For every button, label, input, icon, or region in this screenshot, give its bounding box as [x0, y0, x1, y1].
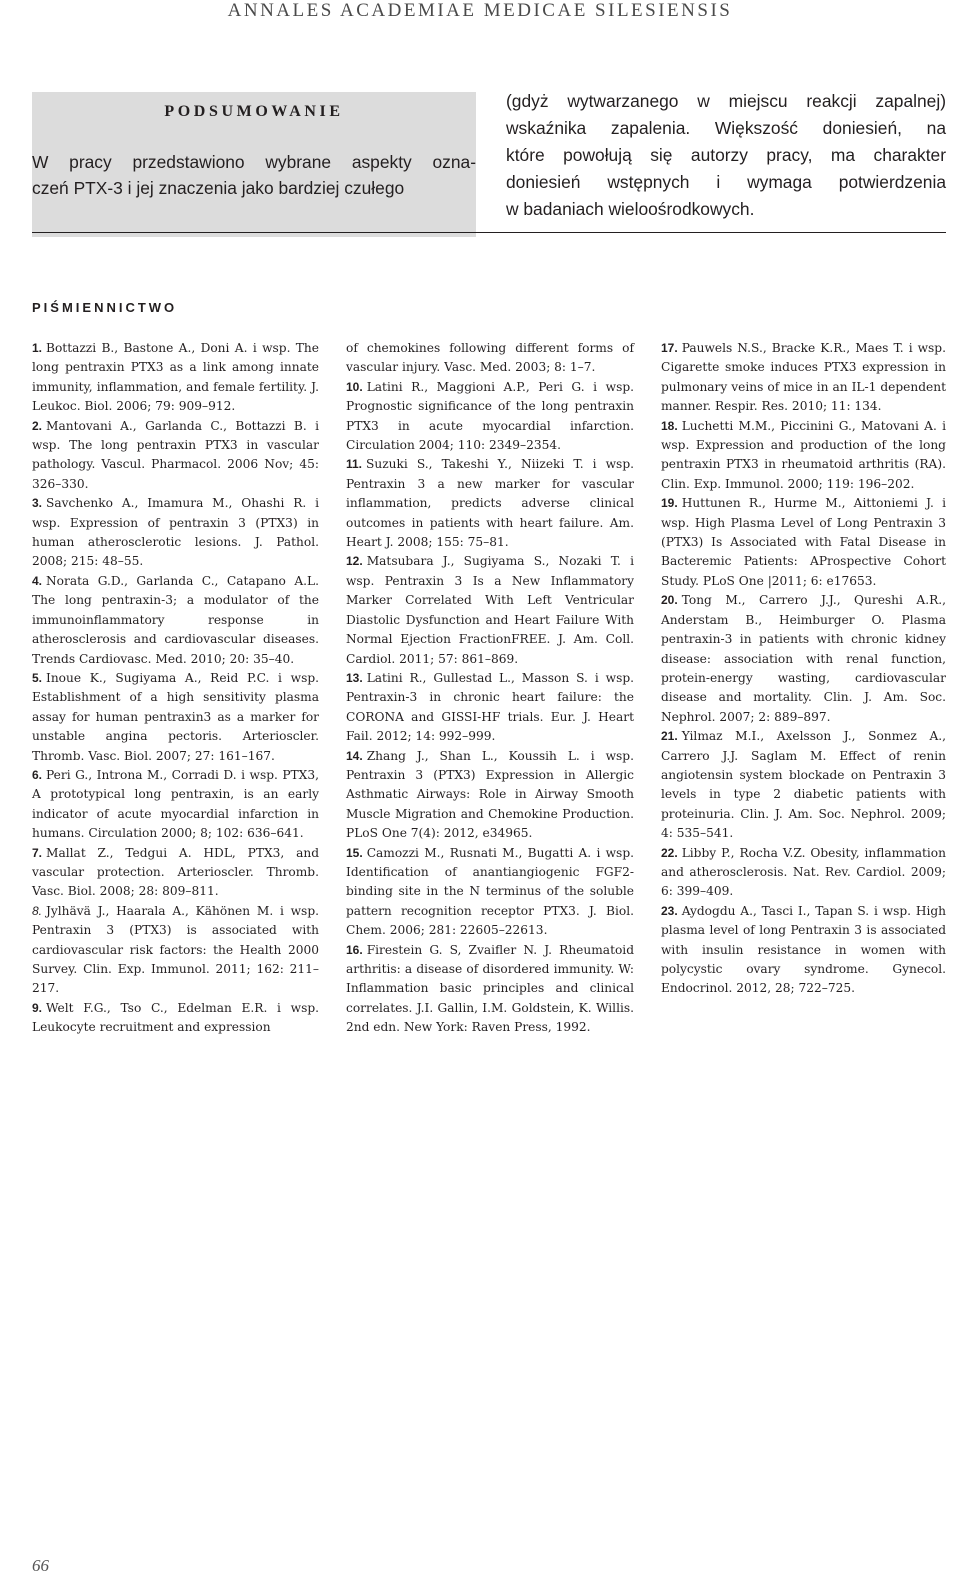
- reference-number: 21.: [661, 729, 678, 744]
- summary-box: [32, 92, 476, 237]
- reference-number: 20.: [661, 593, 678, 608]
- reference-entry: [661, 727, 946, 843]
- reference-number: 16.: [346, 942, 363, 957]
- reference-text: Aydogdu A., Tasci I., Tapan S. i wsp. High plasma level of long Pentraxin 3 is associated with insulin resistance in women with polycystic ovary syndrome. Gynecol. Endocrinol. 2012, 28; 722–725.: [661, 903, 946, 996]
- reference-number: 5.: [32, 670, 43, 685]
- section-divider: [32, 232, 946, 233]
- reference-entry: [661, 591, 946, 727]
- reference-text: Matsubara J., Sugiyama S., Nozaki T. i wsp. Pentraxin 3 Is a New Inflammatory Marker Correlated With Left Ventricular Diastolic Dysfunction and Heart Failure With Normal Ejection FractionFREE. J. Am. Coll. Cardiol. 2011; 57: 861–869.: [346, 554, 634, 666]
- references-column-3: [661, 339, 946, 999]
- references-column-2: [346, 339, 634, 1038]
- reference-number: 19.: [661, 496, 678, 511]
- reference-text: Savchenko A., Imamura M., Ohashi R. i wsp. Expression of pentraxin 3 (PTX3) in human atherosclerotic lesions. J. Pathol. 2008; 215: 48–55.: [32, 496, 319, 569]
- running-head: ANNALES ACADEMIAE MEDICAE SILESIENSIS: [227, 0, 733, 21]
- summary-left-text: [32, 149, 476, 201]
- reference-entry: [661, 902, 946, 999]
- summary-right-line: wskaźnika zapalenia. Większość doniesień, na: [506, 118, 946, 138]
- reference-entry: [661, 417, 946, 495]
- reference-text: Libby P., Rocha V.Z. Obesity, inflammation and atherosclerosis. Nat. Rev. Cardiol. 2009; 6: 399–409.: [661, 845, 946, 899]
- reference-text: Latini R., Maggioni A.P., Peri G. i wsp. Prognostic significance of the long pentraxin PTX3 in acute myocardial infarction. Circulation 2004; 110: 2349–2354.: [346, 379, 634, 453]
- summary-right-line: doniesień wstępnych i wymaga potwierdzenia: [506, 172, 946, 192]
- reference-text: of chemokines following different forms of vascular injury. Vasc. Med. 2003; 8: 1–7.: [346, 341, 634, 375]
- reference-text: Suzuki S., Takeshi Y., Niizeki T. i wsp. Pentraxin 3 a new marker for vascular inflammation, predicts adverse clinical outcomes in patients with heart failure. Am. Heart J. 2008; 155: 75–81.: [346, 457, 634, 550]
- reference-text: Norata G.D., Garlanda C., Catapano A.L. The long pentraxin-3; a modulator of the immunoinflammatory response in atherosclerosis and cardiovascular diseases. Trends Cardiovasc. Med. 2010; 20: 35–40.: [32, 573, 319, 666]
- reference-text: Firestein G. S, Zvaifler N. J. Rheumatoid arthritis: a disease of disordered immunity. W: Inflammation basic principles and clinical correlates. J.I. Gallin, I.M. Goldstein, K. Willis. 2nd edn. New York: Raven Press, 1992.: [346, 942, 634, 1035]
- reference-entry: [346, 844, 634, 941]
- reference-number: 10.: [346, 379, 363, 394]
- summary-left-line: czeń PTX-3 i jej znaczenia jako bardziej czułego: [32, 178, 405, 198]
- reference-entry: [661, 494, 946, 591]
- reference-number: 2.: [32, 418, 43, 433]
- reference-entry: [32, 669, 319, 766]
- reference-number: 11.: [346, 457, 363, 472]
- reference-number: 7.: [32, 845, 43, 860]
- reference-text: Zhang J., Shan L., Koussih L. i wsp. Pentraxin 3 (PTX3) Expression in Allergic Asthmatic Airways: Role in Airway Smooth Muscle Migration and Chemokine Production. PLoS One 7(4): 2012, e34965.: [346, 748, 634, 841]
- reference-text: Yilmaz M.I., Axelsson J., Sonmez A., Carrero J.J. Saglam M. Effect of renin angiotensin system blockade on Pentraxin 3 levels in type 2 diabetic patients with proteinuria. Clin. J. Am. Soc. Nephrol. 2009; 4: 535–541.: [661, 729, 946, 841]
- reference-entry: [32, 766, 319, 844]
- reference-entry: [661, 844, 946, 902]
- reference-entry: [32, 494, 319, 572]
- reference-number: 13.: [346, 670, 363, 685]
- reference-number: 12.: [346, 554, 363, 569]
- references-heading: PIŚMIENNICTWO: [32, 300, 178, 315]
- summary-right-line: które powołują się autorzy pracy, ma charakter: [506, 145, 946, 165]
- reference-entry: [346, 552, 634, 668]
- reference-number: 14.: [346, 748, 363, 763]
- reference-entry: [32, 417, 319, 495]
- reference-entry: [661, 339, 946, 417]
- page-number: 66: [32, 1556, 49, 1575]
- summary-right-line: w badaniach wieloośrodkowych.: [506, 199, 755, 219]
- reference-text: Peri G., Introna M., Corradi D. i wsp. PTX3, A prototypical long pentraxin, is an early indicator of acute myocardial infarction in humans. Circulation 2000; 8; 102: 636–641.: [32, 767, 319, 841]
- reference-text: Mallat Z., Tedgui A. HDL, PTX3, and vascular protection. Arterioscler. Thromb. Vasc. Biol. 2008; 28: 809–811.: [32, 845, 319, 899]
- reference-text: Camozzi M., Rusnati M., Bugatti A. i wsp. Identification of anantiangiogenic FGF2-binding site in the N terminus of the soluble pattern recognition receptor PTX3. J. Biol. Chem. 2006; 281: 22605–22613.: [346, 845, 634, 938]
- reference-text: Tong M., Carrero J.J., Qureshi A.R., Anderstam B., Heimburger O. Plasma pentraxin-3 in patients with chronic kidney disease: association with renal function, protein-energy wasting, cardiovascular disease and mortality. Clin. J. Am. Soc. Nephrol. 2007; 2: 889–897.: [661, 593, 946, 724]
- reference-text: Huttunen R., Hurme M., Aittoniemi J. i wsp. High Plasma Level of Long Pentraxin 3 (PTX3) Is Associated with Fatal Disease in Bacteremic Patients: AProspective Cohort Study. PLoS One |2011; 6: e17653.: [661, 496, 946, 588]
- reference-entry: [32, 902, 319, 999]
- reference-text: Pauwels N.S., Bracke K.R., Maes T. i wsp. Cigarette smoke induces PTX3 expression in pulmonary veins of mice in an IL-1 dependent manner. Respir. Res. 2010; 11: 134.: [661, 341, 946, 414]
- reference-text: Luchetti M.M., Piccinini G., Matovani A. i wsp. Expression and production of the long pentraxin PTX3 in rheumatoid arthritis (RA). Clin. Exp. Immunol. 2000; 119: 196–202.: [661, 418, 946, 491]
- reference-entry: [346, 941, 634, 1038]
- reference-entry: [346, 669, 634, 747]
- reference-number: 9.: [32, 1000, 43, 1015]
- reference-entry: [346, 455, 634, 552]
- reference-number: 15.: [346, 845, 363, 860]
- reference-number: 1.: [32, 341, 43, 355]
- reference-number: 22.: [661, 845, 678, 860]
- reference-text: Bottazzi B., Bastone A., Doni A. i wsp. The long pentraxin PTX3 as a link among innate immunity, inflammation, and female fertility. J. Leukoc. Biol. 2006; 79: 909–912.: [32, 341, 319, 414]
- summary-right-text: [506, 88, 946, 223]
- reference-number: 6.: [32, 767, 43, 782]
- reference-text: Mantovani A., Garlanda C., Bottazzi B. i wsp. The long pentraxin PTX3 in vascular pathology. Vascul. Pharmacol. 2006 Nov; 45: 326–330.: [32, 418, 319, 491]
- reference-text: Jylhävä J., Haarala A., Kähönen M. i wsp. Pentraxin 3 (PTX3) is associated with cardiovascular risk factors: the Health 2000 Survey. Clin. Exp. Immunol. 2011; 162: 211–217.: [32, 903, 319, 996]
- reference-number: 8.: [32, 903, 43, 918]
- reference-number: 18.: [661, 418, 678, 433]
- reference-entry: [32, 844, 319, 902]
- reference-entry: [346, 747, 634, 844]
- reference-entry: [32, 572, 319, 669]
- reference-entry: [346, 339, 634, 378]
- reference-number: 3.: [32, 496, 43, 511]
- reference-number: 17.: [661, 341, 678, 355]
- summary-heading: PODSUMOWANIE: [164, 103, 344, 120]
- reference-text: Welt F.G., Tso C., Edelman E.R. i wsp. Leukocyte recruitment and expression: [32, 1000, 319, 1035]
- references-column-1: [32, 339, 319, 1038]
- reference-text: Latini R., Gullestad L., Masson S. i wsp. Pentraxin-3 in chronic heart failure: the CORONA and GISSI-HF trials. Eur. J. Heart Fail. 2012; 14: 992–999.: [346, 670, 634, 744]
- summary-right-line: (gdyż wytwarzanego w miejscu reakcji zapalnej): [506, 91, 946, 111]
- reference-entry: [346, 378, 634, 456]
- reference-text: Inoue K., Sugiyama A., Reid P.C. i wsp. Establishment of a high sensitivity plasma assay for human pentraxin3 as a marker for unstable angina pectoris. Arterioscler. Thromb. Vasc. Biol. 2007; 27: 161–167.: [32, 670, 319, 763]
- summary-left-line: W pracy przedstawiono wybrane aspekty ozna-: [32, 152, 476, 172]
- reference-entry: [32, 999, 319, 1038]
- reference-number: 4.: [32, 573, 43, 588]
- reference-number: 23.: [661, 903, 678, 918]
- reference-entry: [32, 339, 319, 417]
